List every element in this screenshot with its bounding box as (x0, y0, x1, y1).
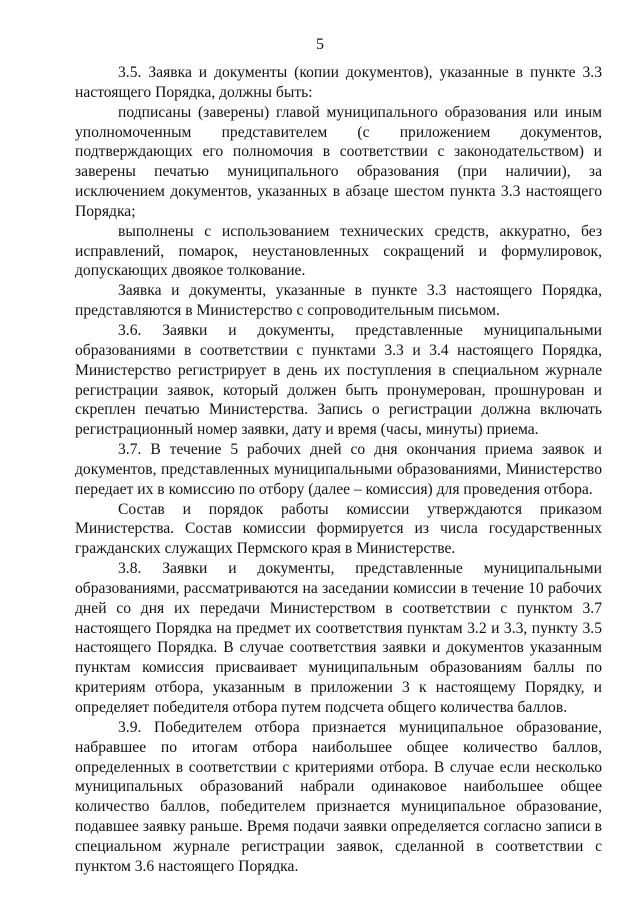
paragraph-3-7: 3.7. В течение 5 рабочих дней со дня окончания приема заявок и документов, представленных муниципальными образованиями, Министерство передает их в комиссию по отбору (далее – комиссия) для проведения отбора. (75, 441, 602, 498)
paragraph-signed: подписаны (заверены) главой муниципального образования или иным уполномоченным представителем (с приложением документов, подтверждающих его полномочия в соответствии с законодательством) и заверены печатью муниципального образования (при наличии), за исключением документов, указанных в абзаце шестом пункта 3.3 настоящего Порядка; (75, 103, 602, 220)
paragraph-cover-letter: Заявка и документы, указанные в пункте 3.3 настоящего Порядка, представляются в Министерство с сопроводительным письмом. (75, 282, 602, 320)
page-number: 5 (316, 36, 324, 53)
paragraph-3-5: 3.5. Заявка и документы (копии документов), указанные в пункте 3.3 настоящего Порядка, должны быть: (75, 64, 602, 101)
paragraph-executed: выполнены с использованием технических средств, аккуратно, без исправлений, помарок, неустановленных сокращений и формулировок, допускающих двоякое толкование. (75, 222, 602, 280)
paragraph-commission: Состав и порядок работы комиссии утверждаются приказом Министерства. Состав комиссии формируется из числа государственных гражданских служащих Пермского края в Министерстве. (75, 500, 602, 558)
paragraph-3-6: 3.6. Заявки и документы, представленные муниципальными образованиями в соответствии с пунктами 3.3 и 3.4 настоящего Порядка, Министерство регистрирует в день их поступления в специальном журнале регистрации заявок, который должен быть пронумерован, прошнурован и скреплен печатью Министерства. Запись о регистрации должна включать регистрационный номер заявки, дату и время (часы, минуты) приема. (75, 321, 602, 439)
paragraph-3-8: 3.8. Заявки и документы, представленные муниципальными образованиями, рассматриваются на заседании комиссии в течение 10 рабочих дней со дня их передачи Министерством в соответствии с пунктом 3.7 настоящего Порядка на предмет их соответствия пунктам 3.2 и 3.3, пункту 3.5 настоящего Порядка. В случае соответствия заявки и документов указанным пунктам комиссия присваивает муниципальным образованиям баллы по критериям отбора, указанным в приложении 3 к настоящему Порядку, и определяет победителя отбора путем подсчета общего количества баллов. (75, 560, 602, 716)
paragraph-3-9: 3.9. Победителем отбора признается муниципальное образование, набравшее по итогам отбора наибольшее общее количество баллов, определенных в соответствии с критериями отбора. В случае если несколько муниципальных образований набрали одинаковое наибольшее общее количество баллов, победителем признается муниципальное образование, подавшее заявку раньше. Время подачи заявки определяется согласно записи в специальном журнале регистрации заявок, сделанной в соответствии с пунктом 3.6 настоящего Порядка. (75, 718, 602, 875)
document-body (75, 63, 602, 877)
